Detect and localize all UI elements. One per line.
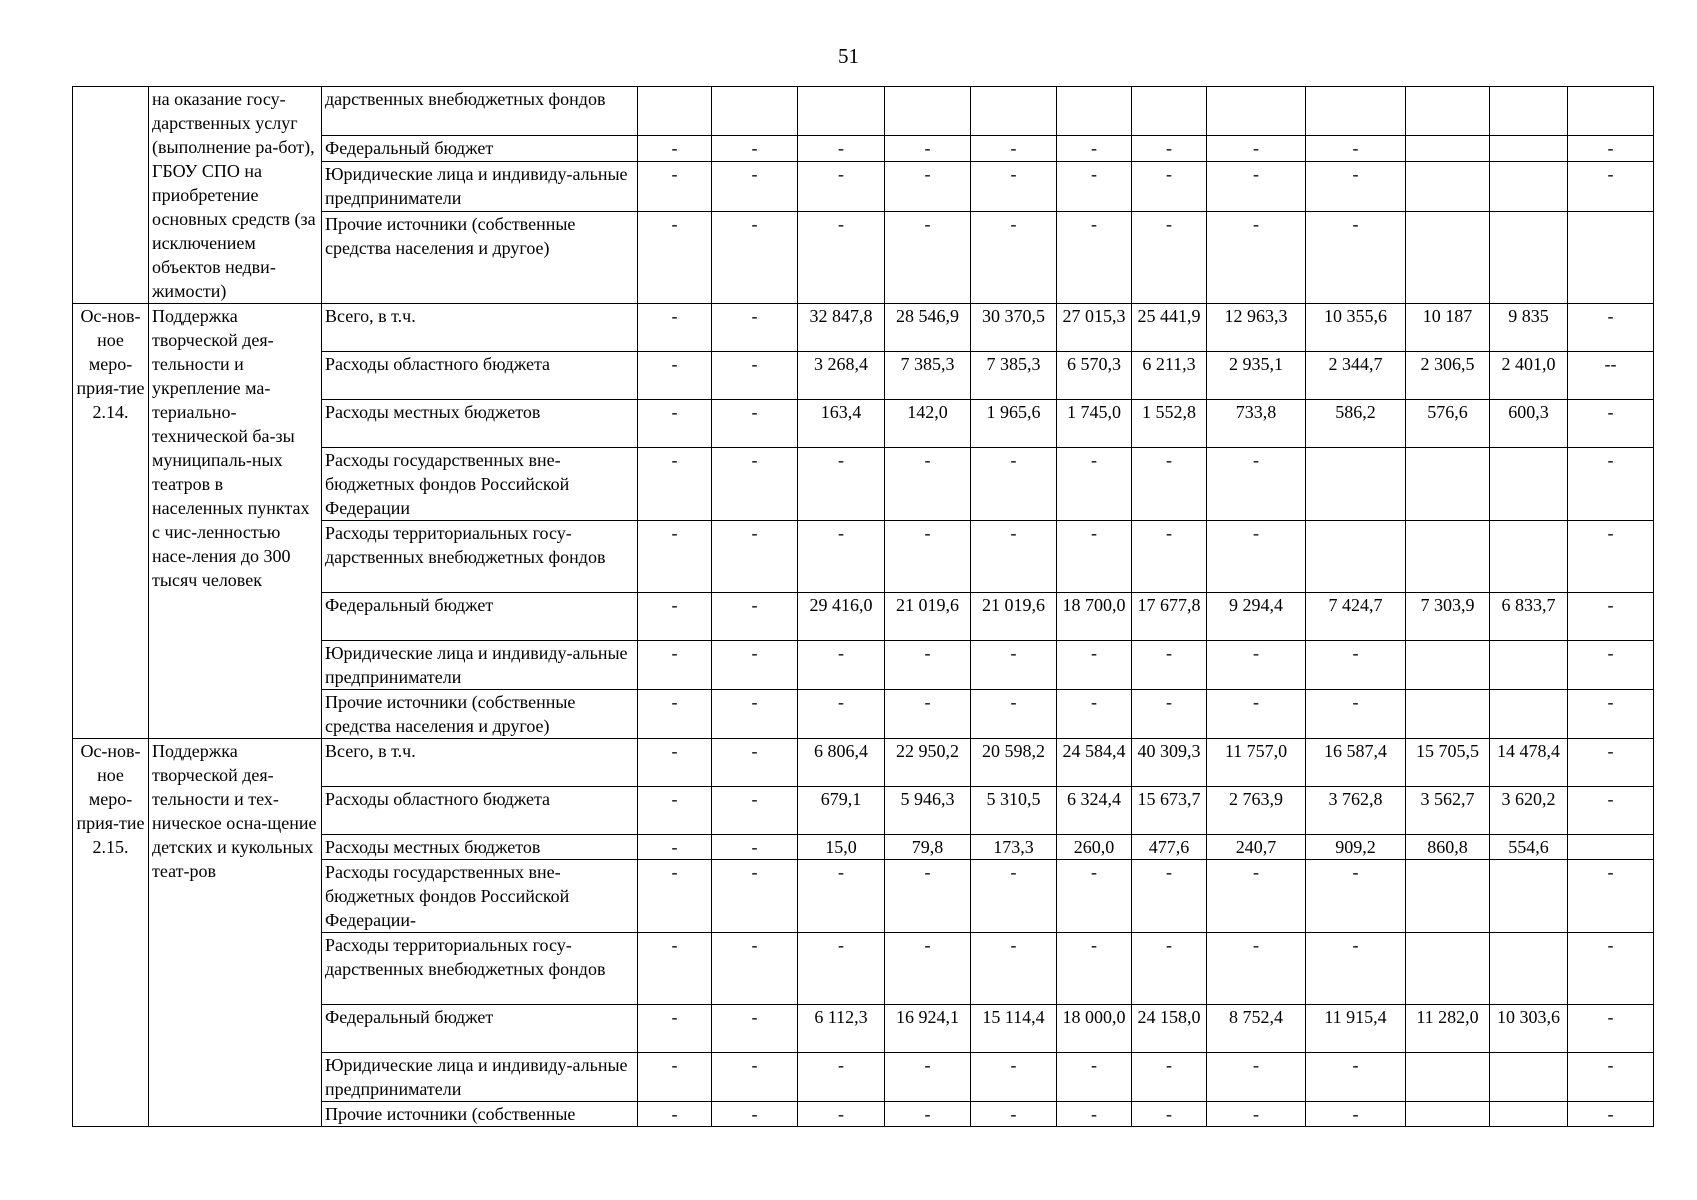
value-cell: - <box>1132 1053 1207 1102</box>
value-cell: 6 324,4 <box>1057 787 1132 835</box>
activity-code: Ос-нов-ное меро-прия-тие 2.14. <box>73 304 149 739</box>
value-cell: - <box>971 521 1057 593</box>
value-cell: 28 546,9 <box>885 304 971 352</box>
value-cell <box>1406 690 1490 739</box>
value-cell: - <box>712 690 798 739</box>
value-cell: - <box>638 860 712 933</box>
value-cell <box>1406 1102 1490 1127</box>
value-cell: - <box>1568 690 1654 739</box>
value-cell: 24 584,4 <box>1057 739 1132 787</box>
value-cell: 6 211,3 <box>1132 352 1207 400</box>
value-cell: 8 752,4 <box>1207 1005 1306 1053</box>
value-cell <box>1490 690 1568 739</box>
value-cell: - <box>1568 304 1654 352</box>
value-cell: 12 963,3 <box>1207 304 1306 352</box>
value-cell: 11 282,0 <box>1406 1005 1490 1053</box>
value-cell: 20 598,2 <box>971 739 1057 787</box>
value-cell: - <box>798 690 885 739</box>
value-cell: - <box>1568 593 1654 641</box>
value-cell: - <box>1568 933 1654 1005</box>
value-cell: 6 570,3 <box>1057 352 1132 400</box>
value-cell: - <box>1207 690 1306 739</box>
value-cell: - <box>1568 1102 1654 1127</box>
value-cell <box>1490 641 1568 690</box>
value-cell: 163,4 <box>798 400 885 448</box>
value-cell: - <box>1568 1005 1654 1053</box>
value-cell: 16 587,4 <box>1306 739 1406 787</box>
value-cell: - <box>1568 860 1654 933</box>
budget-table <box>72 86 1654 1127</box>
table-row <box>73 87 1654 136</box>
value-cell: 240,7 <box>1207 835 1306 860</box>
table-row <box>73 739 1654 787</box>
value-cell <box>1490 448 1568 521</box>
value-cell: - <box>971 136 1057 162</box>
value-cell: 25 441,9 <box>1132 304 1207 352</box>
value-cell: 79,8 <box>885 835 971 860</box>
value-cell: - <box>1057 521 1132 593</box>
value-cell: 10 355,6 <box>1306 304 1406 352</box>
value-cell: 600,3 <box>1490 400 1568 448</box>
value-cell: 909,2 <box>1306 835 1406 860</box>
value-cell: 3 620,2 <box>1490 787 1568 835</box>
table-row <box>73 304 1654 352</box>
value-cell: - <box>1207 933 1306 1005</box>
funding-source-label: Всего, в т.ч. <box>322 304 638 352</box>
value-cell <box>1490 1053 1568 1102</box>
value-cell: 16 924,1 <box>885 1005 971 1053</box>
value-cell <box>712 87 798 136</box>
value-cell: 11 757,0 <box>1207 739 1306 787</box>
value-cell: -- <box>1568 352 1654 400</box>
funding-source-label: Прочие источники (собственные <box>322 1102 638 1127</box>
value-cell: - <box>1207 521 1306 593</box>
value-cell: - <box>798 211 885 303</box>
value-cell: - <box>1057 211 1132 303</box>
value-cell: - <box>638 1005 712 1053</box>
funding-source-label: Федеральный бюджет <box>322 136 638 162</box>
value-cell: 10 187 <box>1406 304 1490 352</box>
value-cell: - <box>712 1102 798 1127</box>
value-cell: 9 835 <box>1490 304 1568 352</box>
value-cell <box>1406 860 1490 933</box>
value-cell: - <box>1306 641 1406 690</box>
value-cell: - <box>1132 448 1207 521</box>
value-cell: 15,0 <box>798 835 885 860</box>
funding-source-label: Расходы местных бюджетов <box>322 835 638 860</box>
value-cell: - <box>712 161 798 211</box>
value-cell: - <box>1057 690 1132 739</box>
value-cell <box>1406 161 1490 211</box>
value-cell: 477,6 <box>1132 835 1207 860</box>
value-cell: - <box>712 933 798 1005</box>
value-cell: - <box>1568 448 1654 521</box>
value-cell: - <box>1132 690 1207 739</box>
value-cell: 1 552,8 <box>1132 400 1207 448</box>
funding-source-label: Юридические лица и индивиду-альные предприниматели <box>322 1053 638 1102</box>
value-cell: - <box>1568 1053 1654 1102</box>
value-cell: - <box>638 933 712 1005</box>
value-cell <box>1306 521 1406 593</box>
value-cell: 5 310,5 <box>971 787 1057 835</box>
value-cell <box>1568 211 1654 303</box>
value-cell <box>885 87 971 136</box>
value-cell <box>1207 87 1306 136</box>
funding-source-label: Прочие источники (собственные средства населения и другое) <box>322 690 638 739</box>
value-cell <box>971 87 1057 136</box>
value-cell: - <box>885 641 971 690</box>
value-cell: 2 401,0 <box>1490 352 1568 400</box>
value-cell: - <box>1568 787 1654 835</box>
activity-description: на оказание госу-дарственных услуг (выполнение ра-бот), ГБОУ СПО на приобретение основных средств (за исключением объектов недви-жимости) <box>149 87 322 304</box>
value-cell: - <box>1568 739 1654 787</box>
value-cell: 576,6 <box>1406 400 1490 448</box>
value-cell: - <box>1568 641 1654 690</box>
value-cell: 21 019,6 <box>885 593 971 641</box>
value-cell <box>1406 211 1490 303</box>
value-cell: - <box>1132 211 1207 303</box>
value-cell: 6 833,7 <box>1490 593 1568 641</box>
value-cell: - <box>1132 161 1207 211</box>
value-cell: - <box>885 136 971 162</box>
activity-description: Поддержка творческой дея-тельности и укрепление ма-териально-технической ба-зы муниципаль-ных театров в населенных пунктах с чис-ленностью насе-ления до 300 тысяч человек <box>149 304 322 739</box>
value-cell: 9 294,4 <box>1207 593 1306 641</box>
value-cell: - <box>1568 400 1654 448</box>
value-cell: - <box>1207 136 1306 162</box>
value-cell: - <box>712 136 798 162</box>
value-cell: - <box>1306 933 1406 1005</box>
value-cell: 679,1 <box>798 787 885 835</box>
value-cell: 29 416,0 <box>798 593 885 641</box>
value-cell: - <box>971 448 1057 521</box>
value-cell: - <box>971 1102 1057 1127</box>
value-cell: - <box>885 1053 971 1102</box>
value-cell: - <box>1568 161 1654 211</box>
value-cell: 586,2 <box>1306 400 1406 448</box>
value-cell: - <box>885 1102 971 1127</box>
value-cell: - <box>971 690 1057 739</box>
value-cell: 733,8 <box>1207 400 1306 448</box>
value-cell: - <box>971 161 1057 211</box>
value-cell: 3 268,4 <box>798 352 885 400</box>
value-cell <box>1568 835 1654 860</box>
funding-source-label: Расходы государственных вне-бюджетных фондов Российской Федерации <box>322 448 638 521</box>
activity-code <box>73 87 149 304</box>
value-cell <box>1568 87 1654 136</box>
funding-source-label: Федеральный бюджет <box>322 593 638 641</box>
value-cell: - <box>638 211 712 303</box>
value-cell: - <box>1568 521 1654 593</box>
value-cell: - <box>885 448 971 521</box>
value-cell <box>1490 87 1568 136</box>
value-cell: 15 114,4 <box>971 1005 1057 1053</box>
value-cell: 30 370,5 <box>971 304 1057 352</box>
value-cell <box>1490 1102 1568 1127</box>
value-cell: 7 424,7 <box>1306 593 1406 641</box>
value-cell: - <box>798 860 885 933</box>
value-cell: - <box>1057 161 1132 211</box>
funding-source-label: Юридические лица и индивиду-альные предприниматели <box>322 641 638 690</box>
value-cell: 18 000,0 <box>1057 1005 1132 1053</box>
value-cell: - <box>712 1053 798 1102</box>
value-cell: 27 015,3 <box>1057 304 1132 352</box>
page-number: 51 <box>838 44 859 68</box>
value-cell: - <box>638 835 712 860</box>
value-cell: - <box>638 593 712 641</box>
value-cell: - <box>885 860 971 933</box>
value-cell <box>1406 933 1490 1005</box>
value-cell: 2 763,9 <box>1207 787 1306 835</box>
funding-source-label: Расходы территориальных госу-дарственных внебюджетных фондов <box>322 933 638 1005</box>
value-cell: 173,3 <box>971 835 1057 860</box>
value-cell <box>1490 136 1568 162</box>
value-cell: - <box>1132 641 1207 690</box>
value-cell: - <box>638 352 712 400</box>
value-cell: - <box>638 1053 712 1102</box>
value-cell: - <box>638 1102 712 1127</box>
value-cell: 2 935,1 <box>1207 352 1306 400</box>
value-cell: - <box>638 161 712 211</box>
value-cell <box>1406 1053 1490 1102</box>
value-cell: - <box>1306 690 1406 739</box>
value-cell: - <box>798 1102 885 1127</box>
funding-source-label: Всего, в т.ч. <box>322 739 638 787</box>
value-cell <box>1057 87 1132 136</box>
funding-source-label: Юридические лица и индивиду-альные предприниматели <box>322 161 638 211</box>
value-cell: - <box>1207 1102 1306 1127</box>
value-cell: - <box>798 641 885 690</box>
value-cell: - <box>638 448 712 521</box>
value-cell: - <box>1132 1102 1207 1127</box>
value-cell: - <box>971 641 1057 690</box>
value-cell: 6 112,3 <box>798 1005 885 1053</box>
value-cell: - <box>712 641 798 690</box>
funding-source-label: Расходы местных бюджетов <box>322 400 638 448</box>
activity-description: Поддержка творческой дея-тельности и тех-ническое осна-щение детских и кукольных теат-ров <box>149 739 322 1127</box>
value-cell: - <box>712 521 798 593</box>
value-cell: - <box>1306 1053 1406 1102</box>
value-cell: - <box>1132 933 1207 1005</box>
value-cell: - <box>1207 860 1306 933</box>
value-cell: - <box>885 690 971 739</box>
funding-source-label: Расходы областного бюджета <box>322 352 638 400</box>
value-cell: 21 019,6 <box>971 593 1057 641</box>
value-cell: - <box>971 860 1057 933</box>
value-cell: - <box>638 304 712 352</box>
value-cell: - <box>885 521 971 593</box>
value-cell: 1 745,0 <box>1057 400 1132 448</box>
value-cell: 10 303,6 <box>1490 1005 1568 1053</box>
value-cell: - <box>1057 860 1132 933</box>
value-cell: 15 705,5 <box>1406 739 1490 787</box>
value-cell: 1 965,6 <box>971 400 1057 448</box>
value-cell: - <box>885 161 971 211</box>
value-cell: 7 385,3 <box>971 352 1057 400</box>
value-cell: - <box>798 1053 885 1102</box>
value-cell <box>798 87 885 136</box>
value-cell: - <box>1306 211 1406 303</box>
value-cell: - <box>1057 1053 1132 1102</box>
value-cell <box>1490 211 1568 303</box>
value-cell: 860,8 <box>1406 835 1490 860</box>
value-cell: - <box>798 161 885 211</box>
value-cell: - <box>712 593 798 641</box>
value-cell: - <box>712 1005 798 1053</box>
value-cell <box>1406 448 1490 521</box>
value-cell: 2 306,5 <box>1406 352 1490 400</box>
funding-source-label: дарственных внебюджетных фондов <box>322 87 638 136</box>
value-cell: - <box>1568 136 1654 162</box>
value-cell: - <box>1306 1102 1406 1127</box>
value-cell: - <box>798 136 885 162</box>
funding-source-label: Федеральный бюджет <box>322 1005 638 1053</box>
value-cell: 15 673,7 <box>1132 787 1207 835</box>
value-cell: - <box>1207 1053 1306 1102</box>
value-cell: - <box>638 690 712 739</box>
value-cell: - <box>712 860 798 933</box>
value-cell: - <box>712 400 798 448</box>
funding-source-label: Расходы государственных вне-бюджетных фондов Российской Федерации- <box>322 860 638 933</box>
value-cell: - <box>798 933 885 1005</box>
value-cell: - <box>885 933 971 1005</box>
value-cell <box>1306 448 1406 521</box>
value-cell: 2 344,7 <box>1306 352 1406 400</box>
value-cell: - <box>1207 161 1306 211</box>
value-cell: 14 478,4 <box>1490 739 1568 787</box>
value-cell: 18 700,0 <box>1057 593 1132 641</box>
value-cell <box>638 87 712 136</box>
value-cell: - <box>1057 1102 1132 1127</box>
value-cell: 3 762,8 <box>1306 787 1406 835</box>
value-cell: - <box>1207 448 1306 521</box>
value-cell <box>1406 641 1490 690</box>
value-cell: 5 946,3 <box>885 787 971 835</box>
value-cell: - <box>638 787 712 835</box>
value-cell: 142,0 <box>885 400 971 448</box>
value-cell: 7 385,3 <box>885 352 971 400</box>
funding-source-label: Расходы областного бюджета <box>322 787 638 835</box>
value-cell: 11 915,4 <box>1306 1005 1406 1053</box>
value-cell <box>1406 136 1490 162</box>
value-cell: - <box>712 787 798 835</box>
value-cell: - <box>1132 136 1207 162</box>
value-cell <box>1490 860 1568 933</box>
value-cell: - <box>712 304 798 352</box>
value-cell: - <box>1306 136 1406 162</box>
funding-source-label: Прочие источники (собственные средства населения и другое) <box>322 211 638 303</box>
value-cell: - <box>712 352 798 400</box>
value-cell <box>1406 521 1490 593</box>
value-cell: - <box>1057 136 1132 162</box>
value-cell <box>1490 933 1568 1005</box>
value-cell: 554,6 <box>1490 835 1568 860</box>
value-cell: 17 677,8 <box>1132 593 1207 641</box>
value-cell: 260,0 <box>1057 835 1132 860</box>
value-cell: - <box>1132 521 1207 593</box>
value-cell: - <box>1207 641 1306 690</box>
value-cell: - <box>885 211 971 303</box>
funding-source-label: Расходы территориальных госу-дарственных внебюджетных фондов <box>322 521 638 593</box>
value-cell: - <box>971 1053 1057 1102</box>
value-cell: 3 562,7 <box>1406 787 1490 835</box>
value-cell: - <box>712 835 798 860</box>
value-cell <box>1132 87 1207 136</box>
value-cell: - <box>798 448 885 521</box>
value-cell <box>1406 87 1490 136</box>
value-cell: - <box>638 739 712 787</box>
value-cell: - <box>638 136 712 162</box>
value-cell: 40 309,3 <box>1132 739 1207 787</box>
value-cell: 22 950,2 <box>885 739 971 787</box>
value-cell: 32 847,8 <box>798 304 885 352</box>
value-cell: 24 158,0 <box>1132 1005 1207 1053</box>
value-cell: - <box>1306 860 1406 933</box>
value-cell: 6 806,4 <box>798 739 885 787</box>
value-cell: - <box>798 521 885 593</box>
value-cell: - <box>712 739 798 787</box>
value-cell: - <box>638 641 712 690</box>
value-cell: - <box>638 521 712 593</box>
value-cell: - <box>1057 448 1132 521</box>
activity-code: Ос-нов-ное меро-прия-тие 2.15. <box>73 739 149 1127</box>
value-cell <box>1490 521 1568 593</box>
value-cell: - <box>1306 161 1406 211</box>
value-cell <box>1490 161 1568 211</box>
value-cell: - <box>712 448 798 521</box>
value-cell: - <box>712 211 798 303</box>
value-cell: - <box>971 933 1057 1005</box>
value-cell: - <box>1207 211 1306 303</box>
value-cell <box>1306 87 1406 136</box>
value-cell: - <box>971 211 1057 303</box>
value-cell: 7 303,9 <box>1406 593 1490 641</box>
value-cell: - <box>638 400 712 448</box>
value-cell: - <box>1057 933 1132 1005</box>
value-cell: - <box>1132 860 1207 933</box>
value-cell: - <box>1057 641 1132 690</box>
